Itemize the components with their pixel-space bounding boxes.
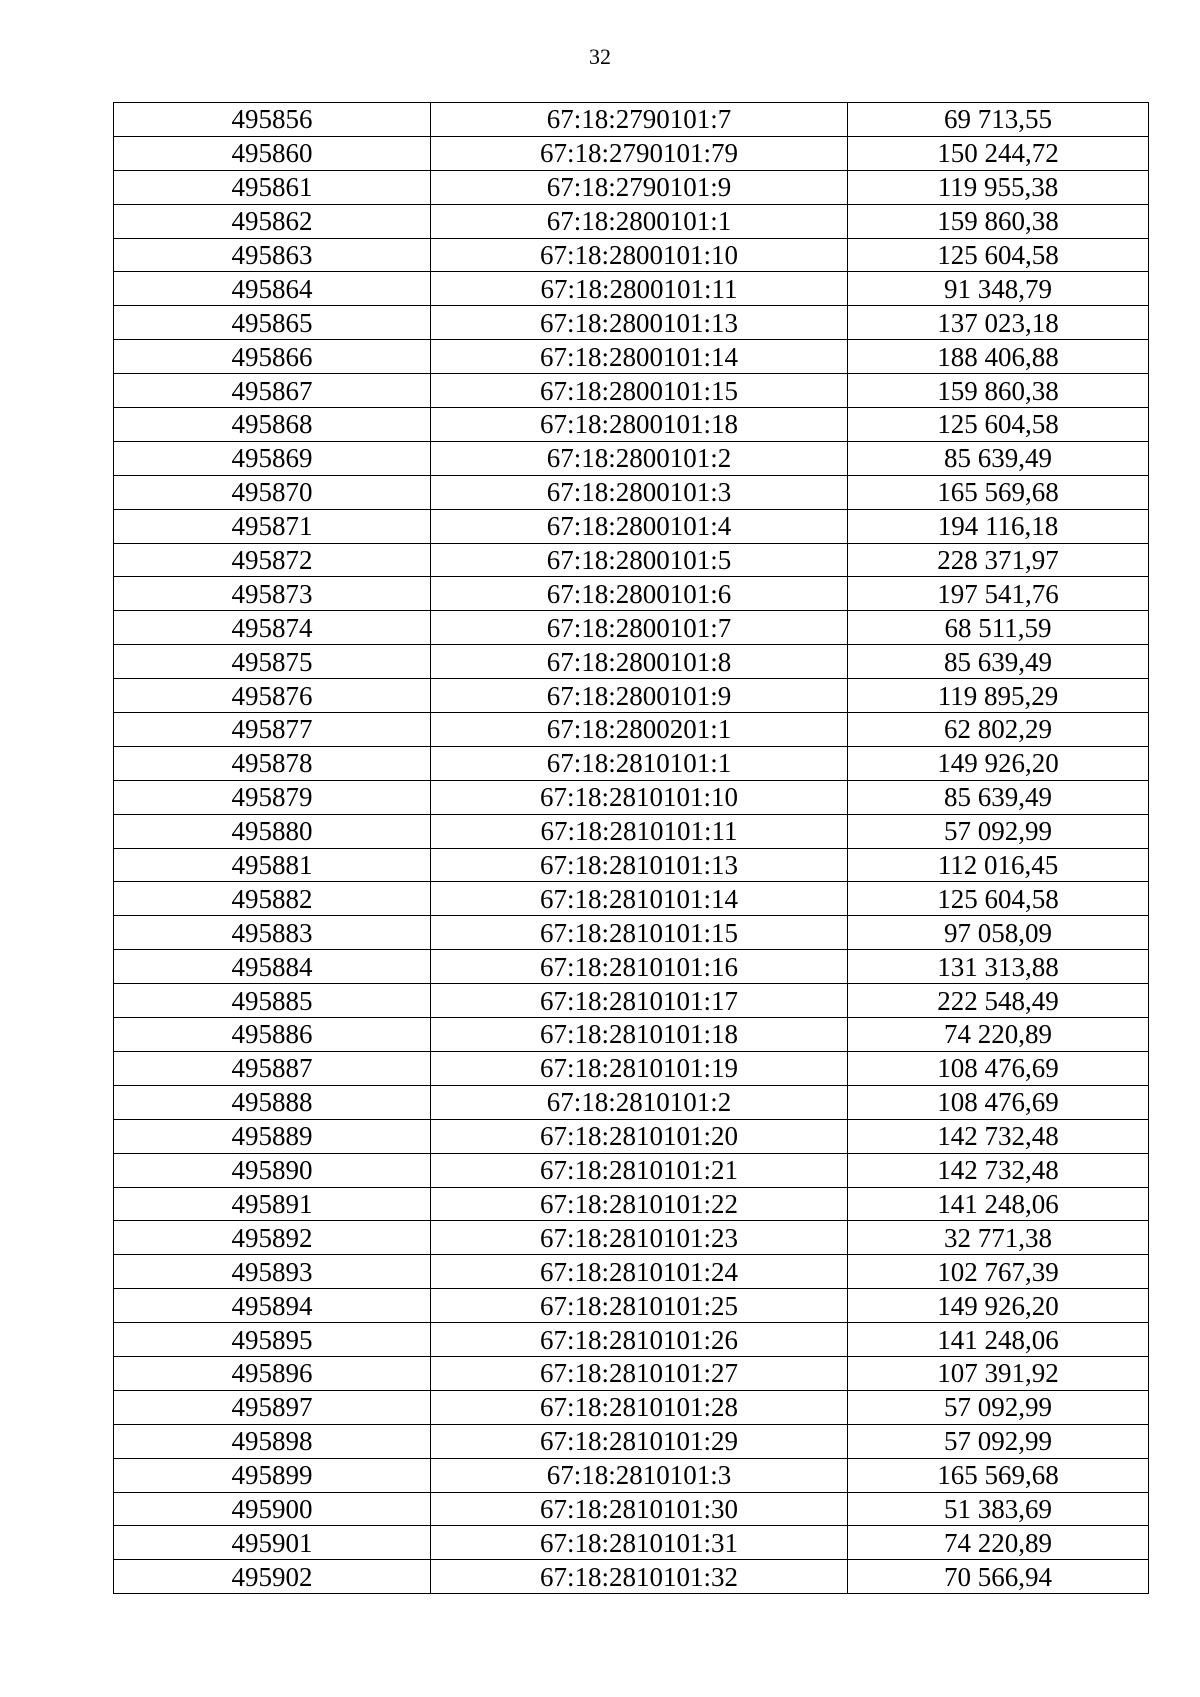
cadastral-number-cell: 67:18:2810101:26: [431, 1323, 848, 1357]
row-number-cell: 495863: [114, 238, 431, 272]
value-cell: 125 604,58: [848, 882, 1149, 916]
row-number-cell: 495882: [114, 882, 431, 916]
table-row: [114, 1390, 1149, 1424]
table-row: [114, 238, 1149, 272]
value-cell: 68 511,59: [848, 611, 1149, 645]
row-number-cell: 495890: [114, 1153, 431, 1187]
cadastral-number-cell: 67:18:2810101:28: [431, 1390, 848, 1424]
cadastral-number-cell: 67:18:2810101:16: [431, 950, 848, 984]
value-cell: 85 639,49: [848, 441, 1149, 475]
cadastral-number-cell: 67:18:2790101:7: [431, 103, 848, 137]
value-cell: 57 092,99: [848, 814, 1149, 848]
data-table: [113, 102, 1149, 1594]
table-row: [114, 1255, 1149, 1289]
cadastral-number-cell: 67:18:2800101:14: [431, 340, 848, 374]
value-cell: 32 771,38: [848, 1221, 1149, 1255]
value-cell: 51 383,69: [848, 1492, 1149, 1526]
row-number-cell: 495896: [114, 1356, 431, 1390]
value-cell: 74 220,89: [848, 1018, 1149, 1052]
cadastral-number-cell: 67:18:2810101:1: [431, 746, 848, 780]
value-cell: 97 058,09: [848, 916, 1149, 950]
table-row: [114, 1526, 1149, 1560]
row-number-cell: 495871: [114, 509, 431, 543]
cadastral-number-cell: 67:18:2790101:9: [431, 170, 848, 204]
table-row: [114, 306, 1149, 340]
table-body: [114, 103, 1149, 1594]
table-row: [114, 1289, 1149, 1323]
table-row: [114, 713, 1149, 747]
table-row: [114, 746, 1149, 780]
cadastral-number-cell: 67:18:2810101:18: [431, 1018, 848, 1052]
cadastral-number-cell: 67:18:2810101:14: [431, 882, 848, 916]
table-row: [114, 1051, 1149, 1085]
row-number-cell: 495888: [114, 1085, 431, 1119]
row-number-cell: 495861: [114, 170, 431, 204]
value-cell: 142 732,48: [848, 1119, 1149, 1153]
row-number-cell: 495901: [114, 1526, 431, 1560]
table-row: [114, 1560, 1149, 1594]
value-cell: 141 248,06: [848, 1323, 1149, 1357]
table-row: [114, 204, 1149, 238]
value-cell: 119 955,38: [848, 170, 1149, 204]
value-cell: 141 248,06: [848, 1187, 1149, 1221]
value-cell: 119 895,29: [848, 679, 1149, 713]
table-row: [114, 170, 1149, 204]
value-cell: 222 548,49: [848, 984, 1149, 1018]
value-cell: 149 926,20: [848, 1289, 1149, 1323]
row-number-cell: 495881: [114, 848, 431, 882]
cadastral-number-cell: 67:18:2810101:19: [431, 1051, 848, 1085]
value-cell: 228 371,97: [848, 543, 1149, 577]
row-number-cell: 495875: [114, 645, 431, 679]
value-cell: 188 406,88: [848, 340, 1149, 374]
row-number-cell: 495894: [114, 1289, 431, 1323]
row-number-cell: 495873: [114, 577, 431, 611]
table-row: [114, 611, 1149, 645]
row-number-cell: 495902: [114, 1560, 431, 1594]
row-number-cell: 495874: [114, 611, 431, 645]
row-number-cell: 495895: [114, 1323, 431, 1357]
table-row: [114, 780, 1149, 814]
cadastral-number-cell: 67:18:2800101:5: [431, 543, 848, 577]
table-row: [114, 408, 1149, 442]
value-cell: 142 732,48: [848, 1153, 1149, 1187]
value-cell: 102 767,39: [848, 1255, 1149, 1289]
cadastral-number-cell: 67:18:2810101:20: [431, 1119, 848, 1153]
table-row: [114, 1323, 1149, 1357]
table-row: [114, 645, 1149, 679]
value-cell: 108 476,69: [848, 1051, 1149, 1085]
cadastral-number-cell: 67:18:2800101:8: [431, 645, 848, 679]
cadastral-number-cell: 67:18:2810101:3: [431, 1458, 848, 1492]
cadastral-number-cell: 67:18:2800101:11: [431, 272, 848, 306]
row-number-cell: 495884: [114, 950, 431, 984]
value-cell: 197 541,76: [848, 577, 1149, 611]
value-cell: 85 639,49: [848, 780, 1149, 814]
value-cell: 62 802,29: [848, 713, 1149, 747]
cadastral-number-cell: 67:18:2810101:22: [431, 1187, 848, 1221]
row-number-cell: 495883: [114, 916, 431, 950]
cadastral-number-cell: 67:18:2810101:29: [431, 1424, 848, 1458]
table-row: [114, 1356, 1149, 1390]
table-row: [114, 984, 1149, 1018]
row-number-cell: 495892: [114, 1221, 431, 1255]
row-number-cell: 495864: [114, 272, 431, 306]
value-cell: 150 244,72: [848, 136, 1149, 170]
cadastral-number-cell: 67:18:2800101:13: [431, 306, 848, 340]
value-cell: 69 713,55: [848, 103, 1149, 137]
value-cell: 159 860,38: [848, 204, 1149, 238]
row-number-cell: 495898: [114, 1424, 431, 1458]
cadastral-number-cell: 67:18:2810101:30: [431, 1492, 848, 1526]
table-row: [114, 1085, 1149, 1119]
cadastral-number-cell: 67:18:2800101:15: [431, 374, 848, 408]
row-number-cell: 495856: [114, 103, 431, 137]
row-number-cell: 495865: [114, 306, 431, 340]
cadastral-number-cell: 67:18:2810101:13: [431, 848, 848, 882]
cadastral-number-cell: 67:18:2800101:9: [431, 679, 848, 713]
row-number-cell: 495893: [114, 1255, 431, 1289]
table-row: [114, 136, 1149, 170]
cadastral-number-cell: 67:18:2810101:24: [431, 1255, 848, 1289]
cadastral-number-cell: 67:18:2810101:31: [431, 1526, 848, 1560]
value-cell: 125 604,58: [848, 408, 1149, 442]
value-cell: 91 348,79: [848, 272, 1149, 306]
table-row: [114, 1424, 1149, 1458]
table-row: [114, 916, 1149, 950]
cadastral-number-cell: 67:18:2790101:79: [431, 136, 848, 170]
row-number-cell: 495900: [114, 1492, 431, 1526]
table-row: [114, 272, 1149, 306]
value-cell: 74 220,89: [848, 1526, 1149, 1560]
row-number-cell: 495872: [114, 543, 431, 577]
cadastral-number-cell: 67:18:2810101:15: [431, 916, 848, 950]
row-number-cell: 495870: [114, 475, 431, 509]
table-row: [114, 441, 1149, 475]
row-number-cell: 495877: [114, 713, 431, 747]
cadastral-number-cell: 67:18:2800101:4: [431, 509, 848, 543]
row-number-cell: 495876: [114, 679, 431, 713]
table-row: [114, 848, 1149, 882]
table-row: [114, 509, 1149, 543]
value-cell: 137 023,18: [848, 306, 1149, 340]
row-number-cell: 495891: [114, 1187, 431, 1221]
cadastral-number-cell: 67:18:2810101:23: [431, 1221, 848, 1255]
cadastral-number-cell: 67:18:2810101:25: [431, 1289, 848, 1323]
value-cell: 107 391,92: [848, 1356, 1149, 1390]
cadastral-number-cell: 67:18:2800101:6: [431, 577, 848, 611]
table-row: [114, 340, 1149, 374]
value-cell: 70 566,94: [848, 1560, 1149, 1594]
row-number-cell: 495899: [114, 1458, 431, 1492]
table-row: [114, 374, 1149, 408]
table-row: [114, 950, 1149, 984]
row-number-cell: 495867: [114, 374, 431, 408]
row-number-cell: 495878: [114, 746, 431, 780]
cadastral-number-cell: 67:18:2810101:21: [431, 1153, 848, 1187]
cadastral-number-cell: 67:18:2800101:3: [431, 475, 848, 509]
value-cell: 57 092,99: [848, 1390, 1149, 1424]
table-row: [114, 679, 1149, 713]
cadastral-number-cell: 67:18:2800101:10: [431, 238, 848, 272]
row-number-cell: 495880: [114, 814, 431, 848]
cadastral-number-cell: 67:18:2800101:1: [431, 204, 848, 238]
cadastral-number-cell: 67:18:2810101:10: [431, 780, 848, 814]
value-cell: 57 092,99: [848, 1424, 1149, 1458]
table-row: [114, 1221, 1149, 1255]
value-cell: 165 569,68: [848, 475, 1149, 509]
row-number-cell: 495889: [114, 1119, 431, 1153]
cadastral-number-cell: 67:18:2800101:2: [431, 441, 848, 475]
row-number-cell: 495886: [114, 1018, 431, 1052]
row-number-cell: 495887: [114, 1051, 431, 1085]
table-row: [114, 882, 1149, 916]
value-cell: 159 860,38: [848, 374, 1149, 408]
row-number-cell: 495885: [114, 984, 431, 1018]
cadastral-number-cell: 67:18:2800201:1: [431, 713, 848, 747]
page-number: 32: [589, 44, 611, 69]
row-number-cell: 495866: [114, 340, 431, 374]
row-number-cell: 495897: [114, 1390, 431, 1424]
cadastral-number-cell: 67:18:2810101:11: [431, 814, 848, 848]
table-row: [114, 577, 1149, 611]
cadastral-number-cell: 67:18:2800101:18: [431, 408, 848, 442]
table-row: [114, 1492, 1149, 1526]
cadastral-number-cell: 67:18:2800101:7: [431, 611, 848, 645]
value-cell: 112 016,45: [848, 848, 1149, 882]
table-row: [114, 1153, 1149, 1187]
table-row: [114, 1119, 1149, 1153]
cadastral-number-cell: 67:18:2810101:17: [431, 984, 848, 1018]
table-row: [114, 103, 1149, 137]
value-cell: 194 116,18: [848, 509, 1149, 543]
value-cell: 131 313,88: [848, 950, 1149, 984]
table-row: [114, 1018, 1149, 1052]
value-cell: 149 926,20: [848, 746, 1149, 780]
cadastral-number-cell: 67:18:2810101:27: [431, 1356, 848, 1390]
row-number-cell: 495869: [114, 441, 431, 475]
table-row: [114, 475, 1149, 509]
row-number-cell: 495862: [114, 204, 431, 238]
value-cell: 125 604,58: [848, 238, 1149, 272]
row-number-cell: 495868: [114, 408, 431, 442]
table-row: [114, 543, 1149, 577]
table-row: [114, 814, 1149, 848]
cadastral-number-cell: 67:18:2810101:32: [431, 1560, 848, 1594]
table-row: [114, 1187, 1149, 1221]
row-number-cell: 495879: [114, 780, 431, 814]
row-number-cell: 495860: [114, 136, 431, 170]
value-cell: 85 639,49: [848, 645, 1149, 679]
value-cell: 108 476,69: [848, 1085, 1149, 1119]
cadastral-number-cell: 67:18:2810101:2: [431, 1085, 848, 1119]
table-row: [114, 1458, 1149, 1492]
value-cell: 165 569,68: [848, 1458, 1149, 1492]
